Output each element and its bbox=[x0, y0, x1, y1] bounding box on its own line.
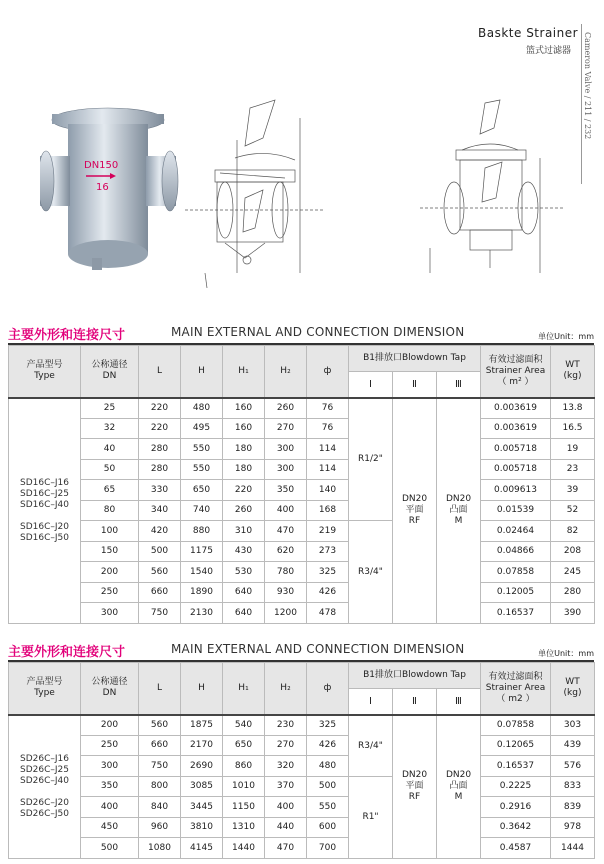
blowdown-i-cell: R3/4" bbox=[349, 521, 393, 624]
page-title: Baskte Strainer bbox=[478, 26, 579, 40]
wt-cell: 280 bbox=[551, 582, 595, 603]
area-cell: 0.02464 bbox=[481, 521, 551, 542]
blowdown-i-cell: R1/2" bbox=[349, 398, 393, 521]
col-header-blow-2: Ⅱ bbox=[393, 372, 437, 398]
wt-cell: 13.8 bbox=[551, 398, 595, 419]
phi-cell: 114 bbox=[307, 459, 349, 480]
dn-cell: 32 bbox=[81, 418, 139, 439]
h2-cell: 350 bbox=[265, 480, 307, 501]
h1-cell: 530 bbox=[223, 562, 265, 583]
phi-cell: 478 bbox=[307, 603, 349, 624]
l-cell: 660 bbox=[139, 735, 181, 756]
wt-cell: 16.5 bbox=[551, 418, 595, 439]
dn-cell: 350 bbox=[81, 776, 139, 797]
area-cell: 0.003619 bbox=[481, 398, 551, 419]
section2-title-en: MAIN EXTERNAL AND CONNECTION DIMENSION bbox=[171, 642, 465, 656]
area-cell: 0.16537 bbox=[481, 603, 551, 624]
h1-cell: 180 bbox=[223, 439, 265, 460]
h1-cell: 1310 bbox=[223, 817, 265, 838]
l-cell: 960 bbox=[139, 817, 181, 838]
col-header-phi: ф bbox=[307, 346, 349, 398]
l-cell: 340 bbox=[139, 500, 181, 521]
dn-cell: 65 bbox=[81, 480, 139, 501]
table-row bbox=[9, 603, 595, 624]
blowdown-i-cell: R3/4" bbox=[349, 715, 393, 777]
h1-cell: 180 bbox=[223, 459, 265, 480]
table-row bbox=[9, 756, 595, 777]
area-cell: 0.4587 bbox=[481, 838, 551, 859]
wt-cell: 1444 bbox=[551, 838, 595, 859]
wt-cell: 39 bbox=[551, 480, 595, 501]
phi-cell: 426 bbox=[307, 735, 349, 756]
l-cell: 560 bbox=[139, 562, 181, 583]
h-cell: 880 bbox=[181, 521, 223, 542]
h2-cell: 400 bbox=[265, 500, 307, 521]
table-row bbox=[9, 797, 595, 818]
wt-cell: 303 bbox=[551, 715, 595, 736]
wt-cell: 439 bbox=[551, 735, 595, 756]
phi-cell: 76 bbox=[307, 418, 349, 439]
h1-cell: 220 bbox=[223, 480, 265, 501]
table-row bbox=[9, 582, 595, 603]
table-row bbox=[9, 715, 595, 736]
h-cell: 495 bbox=[181, 418, 223, 439]
strainer-drawing-front bbox=[390, 98, 580, 283]
h2-cell: 300 bbox=[265, 439, 307, 460]
area-cell: 0.01539 bbox=[481, 500, 551, 521]
side-text: Cameron Valve / 211 / 232 bbox=[583, 32, 592, 140]
blowdown-iii-cell: DN20 凸面 M bbox=[437, 398, 481, 624]
area-cell: 0.07858 bbox=[481, 715, 551, 736]
h1-cell: 160 bbox=[223, 418, 265, 439]
l-cell: 280 bbox=[139, 439, 181, 460]
area-cell: 0.12065 bbox=[481, 735, 551, 756]
col-header-phi: ф bbox=[307, 663, 349, 715]
h-cell: 4145 bbox=[181, 838, 223, 859]
section1-title-cn: 主要外形和连接尺寸 bbox=[8, 328, 126, 343]
area-cell: 0.005718 bbox=[481, 459, 551, 480]
area-cell: 0.3642 bbox=[481, 817, 551, 838]
dn-cell: 40 bbox=[81, 439, 139, 460]
table-row bbox=[9, 459, 595, 480]
col-header-type: 产品型号 Type bbox=[9, 346, 81, 398]
col-header-h2: H₂ bbox=[265, 346, 307, 398]
l-cell: 220 bbox=[139, 418, 181, 439]
l-cell: 840 bbox=[139, 797, 181, 818]
phi-cell: 700 bbox=[307, 838, 349, 859]
dn-cell: 150 bbox=[81, 541, 139, 562]
wt-cell: 245 bbox=[551, 562, 595, 583]
h2-cell: 320 bbox=[265, 756, 307, 777]
area-cell: 0.12005 bbox=[481, 582, 551, 603]
h2-cell: 470 bbox=[265, 838, 307, 859]
h-cell: 1890 bbox=[181, 582, 223, 603]
col-header-blow-3: Ⅲ bbox=[437, 689, 481, 715]
area-cell: 0.16537 bbox=[481, 756, 551, 777]
h2-cell: 370 bbox=[265, 776, 307, 797]
l-cell: 330 bbox=[139, 480, 181, 501]
col-header-l: L bbox=[139, 346, 181, 398]
h1-cell: 1010 bbox=[223, 776, 265, 797]
section1-title-en: MAIN EXTERNAL AND CONNECTION DIMENSION bbox=[171, 325, 465, 339]
table-row bbox=[9, 735, 595, 756]
l-cell: 220 bbox=[139, 398, 181, 419]
h-cell: 3445 bbox=[181, 797, 223, 818]
col-header-blowdown: B1排放口Blowdown Tap bbox=[349, 663, 481, 689]
col-header-blow-1: Ⅰ bbox=[349, 689, 393, 715]
h2-cell: 230 bbox=[265, 715, 307, 736]
strainer-drawing-side bbox=[175, 98, 335, 288]
h1-cell: 650 bbox=[223, 735, 265, 756]
wt-cell: 52 bbox=[551, 500, 595, 521]
phi-cell: 219 bbox=[307, 521, 349, 542]
wt-cell: 19 bbox=[551, 439, 595, 460]
l-cell: 1080 bbox=[139, 838, 181, 859]
phi-cell: 114 bbox=[307, 439, 349, 460]
blowdown-i-cell: R1" bbox=[349, 776, 393, 858]
h2-cell: 930 bbox=[265, 582, 307, 603]
h1-cell: 540 bbox=[223, 715, 265, 736]
h2-cell: 470 bbox=[265, 521, 307, 542]
col-header-h1: H₁ bbox=[223, 663, 265, 715]
h2-cell: 300 bbox=[265, 459, 307, 480]
h1-cell: 860 bbox=[223, 756, 265, 777]
wt-cell: 833 bbox=[551, 776, 595, 797]
h-cell: 3085 bbox=[181, 776, 223, 797]
strainer-photo bbox=[40, 98, 180, 278]
area-cell: 0.07858 bbox=[481, 562, 551, 583]
h-cell: 2130 bbox=[181, 603, 223, 624]
table-row bbox=[9, 521, 595, 542]
area-cell: 0.2916 bbox=[481, 797, 551, 818]
phi-cell: 140 bbox=[307, 480, 349, 501]
wt-cell: 208 bbox=[551, 541, 595, 562]
h-cell: 550 bbox=[181, 459, 223, 480]
h2-cell: 620 bbox=[265, 541, 307, 562]
h1-cell: 260 bbox=[223, 500, 265, 521]
dn-cell: 200 bbox=[81, 562, 139, 583]
h-cell: 650 bbox=[181, 480, 223, 501]
dn-cell: 50 bbox=[81, 459, 139, 480]
phi-cell: 600 bbox=[307, 817, 349, 838]
dn-cell: 200 bbox=[81, 715, 139, 736]
col-header-area: 有效过滤面积 Strainer Area （ m² ） bbox=[481, 346, 551, 398]
phi-cell: 168 bbox=[307, 500, 349, 521]
h1-cell: 430 bbox=[223, 541, 265, 562]
h-cell: 1175 bbox=[181, 541, 223, 562]
dn-cell: 100 bbox=[81, 521, 139, 542]
table-row bbox=[9, 562, 595, 583]
col-header-h2: H₂ bbox=[265, 663, 307, 715]
l-cell: 750 bbox=[139, 756, 181, 777]
section2-unit: 单位Unit：mm bbox=[538, 649, 594, 658]
phi-cell: 426 bbox=[307, 582, 349, 603]
table-row bbox=[9, 439, 595, 460]
col-header-blowdown: B1排放口Blowdown Tap bbox=[349, 346, 481, 372]
h-cell: 3810 bbox=[181, 817, 223, 838]
area-cell: 0.003619 bbox=[481, 418, 551, 439]
dn-cell: 450 bbox=[81, 817, 139, 838]
h-cell: 550 bbox=[181, 439, 223, 460]
dimension-table-sd16c bbox=[8, 345, 595, 624]
l-cell: 800 bbox=[139, 776, 181, 797]
type-cell: SD26C–J16 SD26C–J25 SD26C–J40 SD26C–J20 SD26C–J50 bbox=[9, 715, 81, 859]
phi-cell: 325 bbox=[307, 715, 349, 736]
col-header-wt: WT (kg) bbox=[551, 346, 595, 398]
l-cell: 420 bbox=[139, 521, 181, 542]
col-header-h: H bbox=[181, 663, 223, 715]
dn-cell: 25 bbox=[81, 398, 139, 419]
dn-cell: 80 bbox=[81, 500, 139, 521]
phi-cell: 273 bbox=[307, 541, 349, 562]
area-cell: 0.005718 bbox=[481, 439, 551, 460]
side-divider bbox=[581, 24, 582, 184]
table-row bbox=[9, 418, 595, 439]
dn-cell: 400 bbox=[81, 797, 139, 818]
wt-cell: 576 bbox=[551, 756, 595, 777]
table-row bbox=[9, 398, 595, 419]
phi-cell: 480 bbox=[307, 756, 349, 777]
table-row bbox=[9, 776, 595, 797]
h2-cell: 780 bbox=[265, 562, 307, 583]
col-header-wt: WT (kg) bbox=[551, 663, 595, 715]
h-cell: 1875 bbox=[181, 715, 223, 736]
photo-pn-label: 16 bbox=[96, 182, 109, 193]
wt-cell: 390 bbox=[551, 603, 595, 624]
wt-cell: 839 bbox=[551, 797, 595, 818]
table-row bbox=[9, 480, 595, 501]
l-cell: 280 bbox=[139, 459, 181, 480]
col-header-dn: 公称通径 DN bbox=[81, 346, 139, 398]
h2-cell: 1200 bbox=[265, 603, 307, 624]
l-cell: 660 bbox=[139, 582, 181, 603]
col-header-h1: H₁ bbox=[223, 346, 265, 398]
area-cell: 0.2225 bbox=[481, 776, 551, 797]
col-header-l: L bbox=[139, 663, 181, 715]
page-subtitle: 篮式过滤器 bbox=[526, 46, 572, 56]
col-header-type: 产品型号 Type bbox=[9, 663, 81, 715]
h1-cell: 1150 bbox=[223, 797, 265, 818]
wt-cell: 23 bbox=[551, 459, 595, 480]
col-header-blow-1: Ⅰ bbox=[349, 372, 393, 398]
phi-cell: 325 bbox=[307, 562, 349, 583]
dn-cell: 300 bbox=[81, 603, 139, 624]
wt-cell: 978 bbox=[551, 817, 595, 838]
h2-cell: 270 bbox=[265, 418, 307, 439]
table-row bbox=[9, 817, 595, 838]
area-cell: 0.04866 bbox=[481, 541, 551, 562]
section1-unit: 单位Unit：mm bbox=[538, 332, 594, 341]
photo-dn-label: DN150 bbox=[84, 160, 119, 171]
dn-cell: 250 bbox=[81, 582, 139, 603]
col-header-dn: 公称通径 DN bbox=[81, 663, 139, 715]
h2-cell: 270 bbox=[265, 735, 307, 756]
h1-cell: 310 bbox=[223, 521, 265, 542]
h-cell: 2690 bbox=[181, 756, 223, 777]
type-cell: SD16C–J16 SD16C–J25 SD16C–J40 SD16C–J20 SD16C–J50 bbox=[9, 398, 81, 624]
blowdown-iii-cell: DN20 凸面 M bbox=[437, 715, 481, 859]
h1-cell: 640 bbox=[223, 582, 265, 603]
dimension-table-sd26c bbox=[8, 662, 595, 859]
section2-title-cn: 主要外形和连接尺寸 bbox=[8, 645, 126, 660]
l-cell: 560 bbox=[139, 715, 181, 736]
phi-cell: 76 bbox=[307, 398, 349, 419]
h-cell: 740 bbox=[181, 500, 223, 521]
dn-cell: 250 bbox=[81, 735, 139, 756]
h1-cell: 640 bbox=[223, 603, 265, 624]
blowdown-ii-cell: DN20 平面 RF bbox=[393, 398, 437, 624]
h-cell: 480 bbox=[181, 398, 223, 419]
l-cell: 750 bbox=[139, 603, 181, 624]
blowdown-ii-cell: DN20 平面 RF bbox=[393, 715, 437, 859]
table-row bbox=[9, 500, 595, 521]
h-cell: 2170 bbox=[181, 735, 223, 756]
l-cell: 500 bbox=[139, 541, 181, 562]
wt-cell: 82 bbox=[551, 521, 595, 542]
h1-cell: 160 bbox=[223, 398, 265, 419]
col-header-h: H bbox=[181, 346, 223, 398]
dn-cell: 500 bbox=[81, 838, 139, 859]
h2-cell: 440 bbox=[265, 817, 307, 838]
col-header-blow-3: Ⅲ bbox=[437, 372, 481, 398]
table-row bbox=[9, 838, 595, 859]
dn-cell: 300 bbox=[81, 756, 139, 777]
col-header-area: 有效过滤面积 Strainer Area （ m2 ） bbox=[481, 663, 551, 715]
phi-cell: 500 bbox=[307, 776, 349, 797]
area-cell: 0.009613 bbox=[481, 480, 551, 501]
h2-cell: 260 bbox=[265, 398, 307, 419]
h-cell: 1540 bbox=[181, 562, 223, 583]
table-row bbox=[9, 541, 595, 562]
h1-cell: 1440 bbox=[223, 838, 265, 859]
h2-cell: 400 bbox=[265, 797, 307, 818]
phi-cell: 550 bbox=[307, 797, 349, 818]
col-header-blow-2: Ⅱ bbox=[393, 689, 437, 715]
